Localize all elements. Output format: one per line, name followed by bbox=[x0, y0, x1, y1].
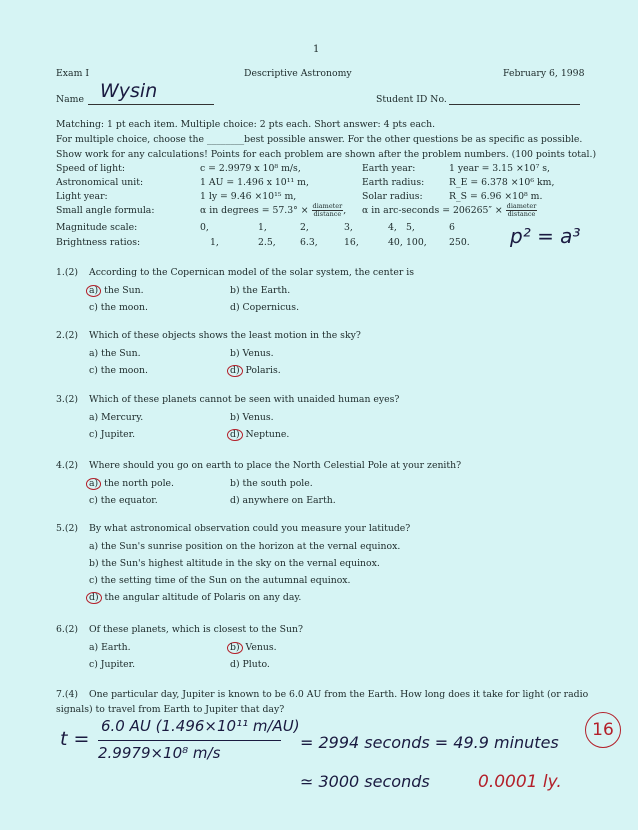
answer-option bbox=[230, 642, 277, 654]
question-number: 1.(2) bbox=[56, 267, 79, 278]
answer-option: b) Venus. bbox=[230, 348, 274, 359]
au-value: 1 AU = 1.496 x 10¹¹ m, bbox=[200, 177, 309, 188]
work-numerator: 6.0 AU (1.496×10¹¹ m/AU) bbox=[101, 717, 300, 735]
brightness-value: 250. bbox=[449, 237, 470, 248]
question-stem: Which of these planets cannot be seen with unaided human eyes? bbox=[89, 394, 400, 405]
q7-number: 7.(4) bbox=[56, 689, 79, 700]
earth-year-value: 1 year = 3.15 ×10⁷ s, bbox=[449, 163, 550, 174]
brightness-value: 40, bbox=[388, 237, 403, 248]
question-stem: Of these planets, which is closest to the Sun? bbox=[89, 624, 303, 635]
work-result-line-2: ≃ 3000 seconds bbox=[300, 772, 430, 791]
magnitude-label: Magnitude scale: bbox=[56, 222, 138, 233]
answer-option: a) Mercury. bbox=[89, 412, 144, 423]
magnitude-value: 5, bbox=[406, 222, 415, 233]
brightness-value: 1, bbox=[210, 237, 219, 248]
answer-option-text: Polaris. bbox=[242, 365, 281, 376]
kepler-note: p² = a³ bbox=[510, 224, 581, 248]
light-year-value: 1 ly = 9.46 ×10¹⁵ m, bbox=[200, 191, 297, 202]
magnitude-value: 1, bbox=[258, 222, 267, 233]
solar-radius-value: R_S = 6.96 ×10⁸ m. bbox=[449, 191, 543, 202]
answer-option-text: Neptune. bbox=[242, 429, 290, 440]
question-number: 3.(2) bbox=[56, 394, 79, 405]
light-year-label: Light year: bbox=[56, 191, 108, 202]
question-number: 6.(2) bbox=[56, 624, 79, 635]
answer-option: b) the Sun's highest altitude in the sky on the vernal equinox. bbox=[89, 558, 380, 569]
answer-option: a) the Sun's sunrise position on the horizon at the vernal equinox. bbox=[89, 541, 401, 552]
answer-option: c) the equator. bbox=[89, 495, 158, 506]
circled-answer-mark: b) bbox=[227, 642, 243, 654]
answer-option: a) Earth. bbox=[89, 642, 131, 653]
answer-option: d) Pluto. bbox=[230, 659, 270, 670]
name-label: Name bbox=[56, 94, 84, 105]
instruction-line-1: Matching: 1 pt each item. Multiple choice: 2 pts each. Short answer: 4 pts each. bbox=[56, 119, 436, 130]
work-denominator: 2.9979×10⁸ m/s bbox=[98, 744, 221, 762]
work-fraction-bar bbox=[98, 740, 281, 741]
student-name: Wysin bbox=[100, 80, 158, 102]
answer-option: c) Jupiter. bbox=[89, 659, 136, 670]
exam-date: February 6, 1998 bbox=[503, 68, 585, 79]
q7-stem-line-1: One particular day, Jupiter is known to be 6.0 AU from the Earth. How long does it take for light (or radio bbox=[89, 689, 589, 700]
speed-of-light-label: Speed of light: bbox=[56, 163, 125, 174]
page-number: 1 bbox=[313, 44, 320, 55]
answer-option bbox=[89, 592, 301, 604]
instruction-line-2: For multiple choice, choose the ________best possible answer. For the other questions be as specific as possible. bbox=[56, 134, 583, 145]
earth-radius-value: R_E = 6.378 ×10⁶ km, bbox=[449, 177, 555, 188]
brightness-label: Brightness ratios: bbox=[56, 237, 141, 248]
circled-answer-mark: a) bbox=[86, 478, 101, 490]
course-title: Descriptive Astronomy bbox=[244, 68, 352, 79]
magnitude-value: 4, bbox=[388, 222, 397, 233]
solar-radius-label: Solar radius: bbox=[362, 191, 423, 202]
question-stem: Where should you go on earth to place the North Celestial Pole at your zenith? bbox=[89, 460, 462, 471]
answer-option-text: the angular altitude of Polaris on any day. bbox=[101, 592, 302, 603]
answer-option-text: the north pole. bbox=[101, 478, 174, 489]
answer-option: c) the moon. bbox=[89, 365, 148, 376]
answer-option: c) the moon. bbox=[89, 302, 148, 313]
answer-option: c) Jupiter. bbox=[89, 429, 136, 440]
question-stem: According to the Copernican model of the solar system, the center is bbox=[89, 267, 414, 278]
small-angle-arcsec: α in arc-seconds = 206265″ × $\frac{\text{diameter}}{\text{distance}}$ bbox=[362, 202, 537, 218]
answer-option-text: Venus. bbox=[242, 642, 277, 653]
student-id-line bbox=[449, 104, 580, 105]
earth-radius-label: Earth radius: bbox=[362, 177, 425, 188]
earth-year-label: Earth year: bbox=[362, 163, 416, 174]
work-light-years: 0.0001 ly. bbox=[478, 772, 562, 792]
speed-of-light-value: c = 2.9979 x 10⁸ m/s, bbox=[200, 163, 301, 174]
name-line bbox=[88, 104, 214, 105]
small-angle-degrees: α in degrees = 57.3° × $\frac{\text{diameter}}{\text{distance}}$ , bbox=[200, 202, 347, 218]
question-stem: By what astronomical observation could you measure your latitude? bbox=[89, 523, 411, 534]
answer-option bbox=[89, 285, 144, 297]
instruction-line-3: Show work for any calculations! Points for each problem are shown after the problem numbers. (100 points total.) bbox=[56, 149, 597, 160]
answer-option: b) the south pole. bbox=[230, 478, 313, 489]
work-result-line-1: = 2994 seconds = 49.9 minutes bbox=[300, 733, 559, 752]
answer-option: d) Copernicus. bbox=[230, 302, 300, 313]
question-number: 5.(2) bbox=[56, 523, 79, 534]
magnitude-value: 0, bbox=[200, 222, 209, 233]
brightness-value: 6.3, bbox=[300, 237, 318, 248]
circled-answer-mark: d) bbox=[86, 592, 102, 604]
answer-option bbox=[230, 365, 281, 377]
fraction: $\frac{\text{diameter}}{\text{distance}}$ bbox=[506, 202, 537, 218]
magnitude-value: 2, bbox=[300, 222, 309, 233]
question-stem: Which of these objects shows the least motion in the sky? bbox=[89, 330, 361, 341]
circled-answer-mark: a) bbox=[86, 285, 101, 297]
question-number: 4.(2) bbox=[56, 460, 79, 471]
score-circle: 16 bbox=[585, 712, 621, 748]
au-label: Astronomical unit: bbox=[56, 177, 144, 188]
brightness-value: 2.5, bbox=[258, 237, 276, 248]
student-id-label: Student ID No. bbox=[376, 94, 447, 105]
answer-option-text: the Sun. bbox=[101, 285, 144, 296]
magnitude-value: 3, bbox=[344, 222, 353, 233]
circled-answer-mark: d) bbox=[227, 429, 243, 441]
answer-option: b) Venus. bbox=[230, 412, 274, 423]
answer-option: a) the Sun. bbox=[89, 348, 141, 359]
magnitude-value: 6 bbox=[449, 222, 455, 233]
answer-option: d) anywhere on Earth. bbox=[230, 495, 336, 506]
answer-option bbox=[89, 478, 174, 490]
work-t: t = bbox=[60, 728, 90, 750]
fraction: $\frac{\text{diameter}}{\text{distance}}$ bbox=[312, 202, 343, 218]
circled-answer-mark: d) bbox=[227, 365, 243, 377]
question-number: 2.(2) bbox=[56, 330, 79, 341]
small-angle-label: Small angle formula: bbox=[56, 205, 155, 216]
answer-option bbox=[230, 429, 289, 441]
answer-option: c) the setting time of the Sun on the autumnal equinox. bbox=[89, 575, 351, 586]
exam-label: Exam I bbox=[56, 68, 90, 79]
answer-option: b) the Earth. bbox=[230, 285, 291, 296]
q7-stem-line-2: signals) to travel from Earth to Jupiter that day? bbox=[56, 704, 285, 715]
brightness-value: 16, bbox=[344, 237, 359, 248]
brightness-value: 100, bbox=[406, 237, 427, 248]
